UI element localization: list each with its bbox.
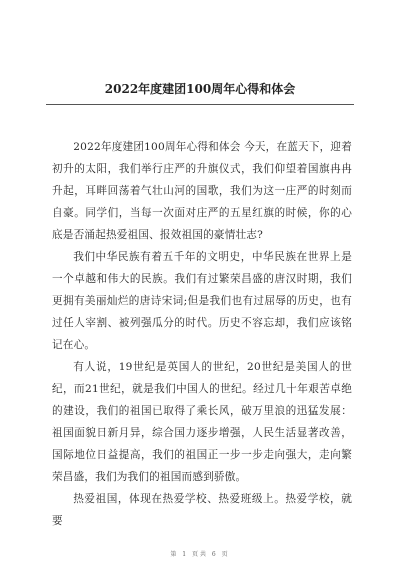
paragraph-2: 我们中华民族有着五千年的文明史，中华民族在世界上是一个卓越和伟大的民族。我们有过繁荣昌盛的唐汉时期，我们更拥有美丽灿烂的唐诗宋词;但是我们也有过屈辱的历史，也有过任人宰割、被列强瓜分的时代。历史不容忘却，我们应该铭记在心。 [52,251,352,351]
paragraph-1: 2022年度建团100周年心得和体会 今天，在蓝天下，迎着初升的太阳，我们举行庄严的升旗仪式，我们仰望着国旗冉冉升起，耳畔回荡着气壮山河的国歌，我们为这一庄严的时刻而自豪。同学们，当每一次面对庄严的五星红旗的时候，你的心底是否涌起热爱祖国、报效祖国的豪情壮志? [52,141,353,241]
document-body [52,136,352,532]
paragraph-3: 有人说，19世纪是英国人的世纪，20世纪是美国人的世纪，而21世纪，就是我们中国人的世纪。经过几十年艰苦卓绝的建设，我们的祖国已取得了乘长风，破万里浪的迅猛发展：祖国面貌日新月异，综合国力逐步增强，人民生活显著改善，国际地位日益提高，我们的祖国正一步一步走向强大，走向繁荣昌盛，我们为我们的祖国而感到骄傲。 [52,361,352,483]
title-divider [46,104,354,105]
page-number: 第 1 页共 6 页 [170,551,230,558]
paragraph-4: 热爱祖国，体现在热爱学校、热爱班级上。热爱学校，就要 [52,493,352,527]
document-title: 2022年度建团100周年心得和体会 [104,82,296,96]
